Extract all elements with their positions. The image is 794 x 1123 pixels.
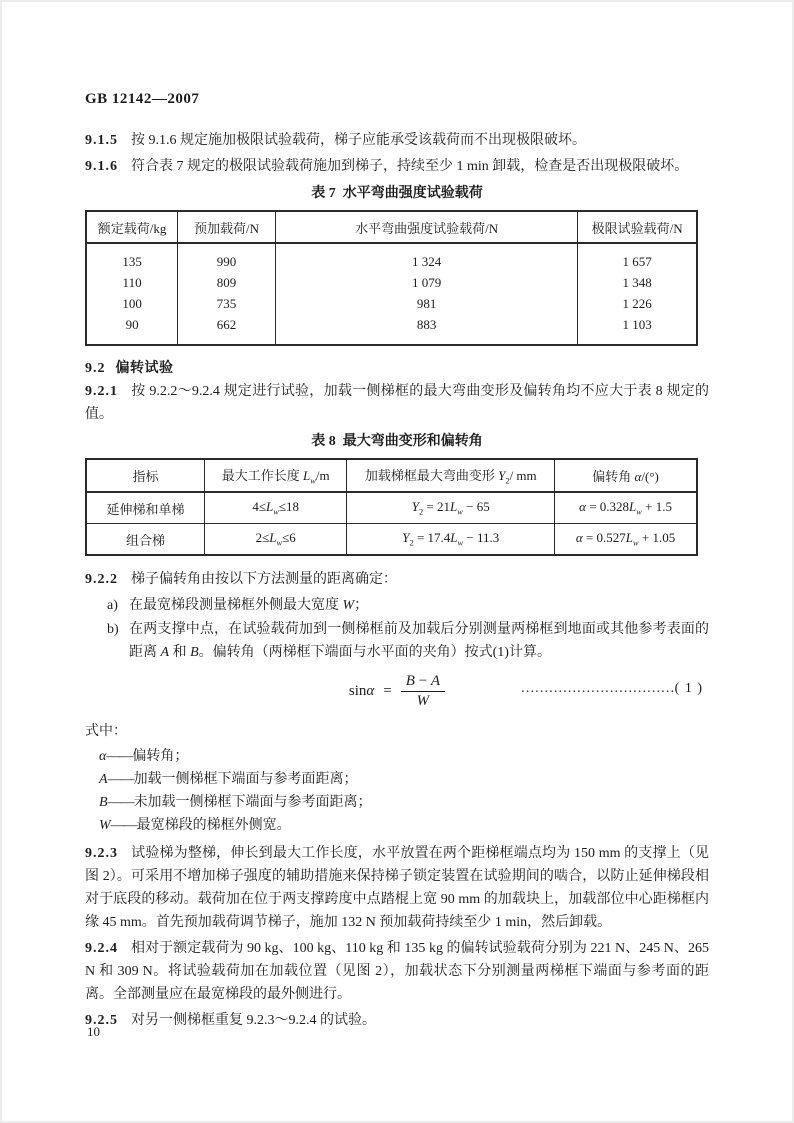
table-row: [86, 293, 697, 314]
definition-B: [85, 791, 709, 814]
definition-text: 加载一侧梯框下端面与参考面距离；: [133, 772, 358, 787]
table-row: [86, 524, 697, 556]
clause-number: 9.1.5: [85, 133, 118, 148]
list-item-a: [85, 594, 709, 617]
clause-text: 梯子偏转角由按以下方法测量的距离确定：: [131, 572, 397, 587]
clause-text: 试验梯为整梯，伸长到最大工作长度，水平放置在两个距梯框端点均为 150 mm 的支撑上（见图 2）。可采用不增加梯子强度的辅助措施来保持梯子锁定装置在试验期间的啮合，以防止延伸梯段相对于底段的移动。载荷加在位于两支撑跨度中点踏棍上宽 90 mm 的加载块上，加载部位中心距梯框内缘 45 mm。首先预加载荷调节梯子，施加 132 N 预加载荷持续至少 1 min，然后卸载。: [85, 846, 709, 930]
table7-header-cell: 额定载荷/kg: [86, 211, 178, 243]
table7-header-row: [86, 211, 697, 243]
table-row: [86, 243, 697, 272]
definition-dash: ——: [107, 795, 134, 810]
leader-dots: ……………………………: [520, 681, 675, 696]
table8-cell: $Y_2 = 17.4L_w - 11.3$: [347, 524, 555, 556]
formula-numerator: B − A: [401, 673, 445, 692]
clause-text: 符合表 7 规定的极限试验载荷施加到梯子，持续至少 1 min 卸载，检查是否出现极限破坏。: [131, 159, 689, 174]
table7-cell: 990: [178, 243, 276, 272]
clause-number: 9.2.5: [85, 1013, 118, 1028]
clause-number: 9.2.1: [85, 384, 118, 399]
table7-cell: 809: [178, 272, 276, 293]
clause-number: 9.2.2: [85, 572, 118, 587]
definition-A: [85, 768, 709, 791]
table8-caption: 表 8 最大弯曲变形和偏转角: [311, 434, 483, 449]
clause-number: 9.1.6: [85, 159, 118, 174]
definition-symbol: A: [99, 772, 108, 787]
table-row: [86, 492, 697, 524]
clause-9-2-4: [85, 937, 709, 1006]
clause-9-2-1: [85, 380, 709, 426]
item-marker: a): [107, 598, 118, 613]
list-item-text: 在两支撑中点，在试验载荷加到一侧梯框前及加载后分别测量两梯框到地面或其他参考表面的距离 A 和 B。偏转角（两梯框下端面与水平面的夹角）按式(1)计算。: [129, 622, 709, 660]
section-heading-9-2: [85, 357, 709, 380]
clause-text: 对另一侧梯框重复 9.2.3～9.2.4 的试验。: [131, 1013, 376, 1028]
table7-cell: 110: [86, 272, 178, 293]
table7-header-cell: 预加载荷/N: [178, 211, 276, 243]
clause-9-2-5: [85, 1009, 709, 1032]
table7-cell: 1 079: [275, 272, 577, 293]
table7-cell: 981: [275, 293, 577, 314]
table7-header-cell: 水平弯曲强度试验载荷/N: [275, 211, 577, 243]
table-row: [86, 272, 697, 293]
table8-header-cell: 指标: [86, 459, 205, 492]
clause-9-1-6: [85, 155, 709, 178]
definition-text: 未加载一侧梯框下端面与参考面距离；: [133, 795, 372, 810]
definition-symbol: W: [99, 818, 111, 833]
table7-cell: 883: [275, 314, 577, 345]
equation-number: ( 1 ): [674, 681, 703, 696]
table7-cell: 90: [86, 314, 178, 345]
clause-number: 9.2.4: [85, 941, 118, 956]
table7-cell: 1 324: [275, 243, 577, 272]
page-number: 10: [87, 1024, 100, 1039]
definition-symbol: B: [99, 795, 108, 810]
table8-header-cell: 最大工作长度 $L_w/m$: [205, 459, 347, 492]
list-item-b: [85, 618, 709, 664]
table8-cell: $Y_2 = 21L_w - 65$: [347, 492, 555, 524]
table7-cell: 135: [86, 243, 178, 272]
table7-cell: 1 657: [578, 243, 697, 272]
table8-cell: 延伸梯和单梯: [86, 492, 205, 524]
table8-cell: $\alpha = 0.328L_w + 1.5$: [555, 492, 697, 524]
definition-symbol: α: [99, 749, 107, 764]
clause-9-1-5: [85, 129, 709, 152]
where-label: 式中：: [85, 724, 127, 739]
clause-text: 相对于额定载荷为 90 kg、100 kg、110 kg 和 135 kg 的偏转试验载荷分别为 221 N、245 N、265 N 和 309 N。将试验载荷加在加载位置（见图 2），加载状态下分别测量两梯框下端面与参考面的距离。全部测量应在最宽梯段的最外侧进行。: [85, 941, 709, 1002]
definition-alpha: [85, 745, 709, 768]
table8-cell: $\alpha = 0.527L_w + 1.05$: [555, 524, 697, 556]
table7-cell: 100: [86, 293, 178, 314]
table7-cell: 1 103: [578, 314, 697, 345]
table7-cell: 1 348: [578, 272, 697, 293]
section-title: 偏转试验: [115, 361, 174, 376]
definition-W: [85, 814, 709, 837]
formula-1: [85, 668, 709, 714]
formula-leader: [521, 681, 703, 697]
formula-denominator: W: [416, 692, 430, 709]
clause-text: 按 9.2.2～9.2.4 规定进行试验，加载一侧梯框的最大弯曲变形及偏转角均不应大于表 8 规定的值。: [85, 384, 709, 422]
clause-number: 9.2.3: [85, 846, 118, 861]
table7-cell: 735: [178, 293, 276, 314]
definition-dash: ——: [107, 772, 134, 787]
formula-lhs: sinα: [348, 682, 375, 699]
table-row: [86, 314, 697, 345]
definition-text: 最宽梯段的梯框外侧宽。: [136, 818, 291, 833]
definition-dash: ——: [110, 818, 137, 833]
list-item-text: 在最宽梯段测量梯框外侧最大宽度 W；: [129, 598, 369, 613]
table8: [85, 458, 698, 556]
clause-9-2-3: [85, 842, 709, 934]
table8-header-row: [86, 459, 697, 492]
table8-cell: 组合梯: [86, 524, 205, 556]
table8-header-cell: 加载梯框最大弯曲变形 $Y_2/$ mm: [347, 459, 555, 492]
definition-dash: ——: [106, 749, 133, 764]
table7-caption: 表 7 水平弯曲强度试验载荷: [311, 186, 483, 201]
item-marker: b): [107, 622, 119, 637]
table7-header-cell: 极限试验载荷/N: [578, 211, 697, 243]
clause-text: 按 9.1.6 规定施加极限试验载荷，梯子应能承受该载荷而不出现极限破坏。: [131, 133, 586, 148]
definition-text: 偏转角；: [132, 749, 189, 764]
clause-number: 9.2: [85, 361, 106, 376]
fraction: [401, 673, 445, 710]
equals-sign: =: [383, 682, 392, 699]
table7-cell: 662: [178, 314, 276, 345]
doc-code: GB 12142—2007: [85, 91, 200, 107]
table8-header-cell: 偏转角 α/(°): [555, 459, 697, 492]
clause-9-2-2: [85, 568, 709, 591]
table7: [85, 210, 698, 346]
table7-cell: 1 226: [578, 293, 697, 314]
table8-cell: $4\le L_w\le 18$: [205, 492, 347, 524]
table8-cell: $2\le L_w\le 6$: [205, 524, 347, 556]
